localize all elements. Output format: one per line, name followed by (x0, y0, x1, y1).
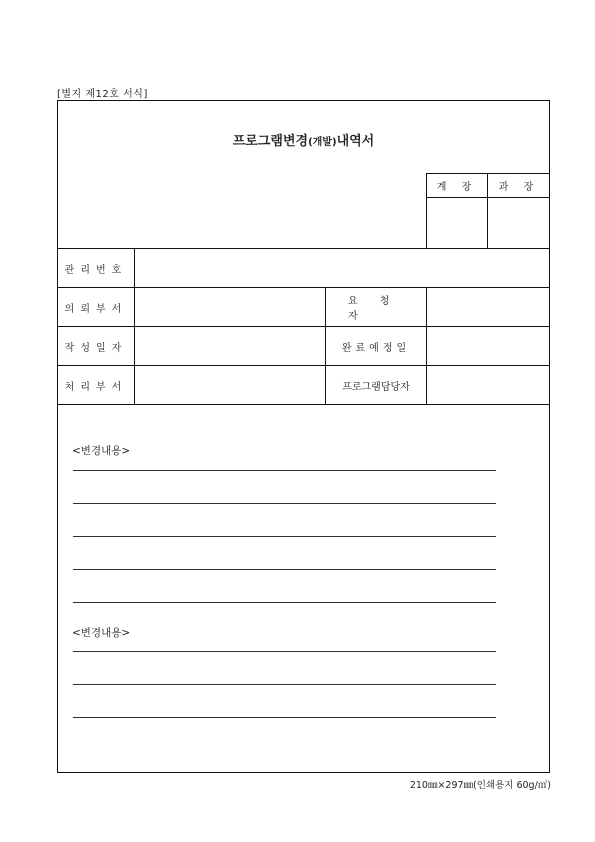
label-management-number: 관리번호 (64, 264, 128, 276)
approval-header-1: 계 장 (436, 182, 478, 193)
approval-sign-field-1[interactable] (427, 198, 487, 248)
title-paren: (개발) (308, 137, 337, 148)
title-tail: 내역서 (336, 134, 375, 149)
completion-date-field[interactable] (427, 327, 550, 365)
writing-line[interactable] (73, 684, 496, 685)
change-content-label-1: <변경내용> (72, 445, 131, 457)
label-written-date: 작성일자 (64, 342, 128, 354)
program-manager-field[interactable] (427, 366, 550, 404)
form-number: [별지 제12호 서식] (57, 89, 148, 100)
writing-line[interactable] (73, 717, 496, 718)
writing-line[interactable] (73, 569, 496, 570)
management-number-field[interactable] (135, 249, 550, 287)
title-main: 프로그램변경 (232, 134, 309, 149)
label-requester: 요청자 (348, 296, 412, 322)
writing-line[interactable] (73, 536, 496, 537)
requesting-dept-field[interactable] (135, 288, 325, 326)
requester-field[interactable] (427, 288, 550, 326)
paper-spec: 210㎜×297㎜(인쇄용지 60g/㎡) (409, 780, 551, 791)
document-title (57, 130, 550, 149)
writing-line[interactable] (73, 503, 496, 504)
written-date-field[interactable] (135, 327, 325, 365)
label-program-manager: 프로그램담당자 (342, 381, 410, 393)
change-content-label-2: <변경내용> (72, 627, 131, 639)
writing-line[interactable] (73, 651, 496, 652)
label-completion-date: 완료예정일 (341, 342, 411, 354)
label-requesting-dept: 의뢰부서 (64, 303, 128, 315)
writing-line[interactable] (73, 602, 496, 603)
label-processing-dept: 처리부서 (64, 381, 128, 393)
approval-sign-field-2[interactable] (488, 198, 550, 248)
processing-dept-field[interactable] (135, 366, 325, 404)
table-bottom-line (57, 404, 550, 405)
approval-header-2: 과 장 (498, 182, 540, 193)
writing-line[interactable] (73, 470, 496, 471)
